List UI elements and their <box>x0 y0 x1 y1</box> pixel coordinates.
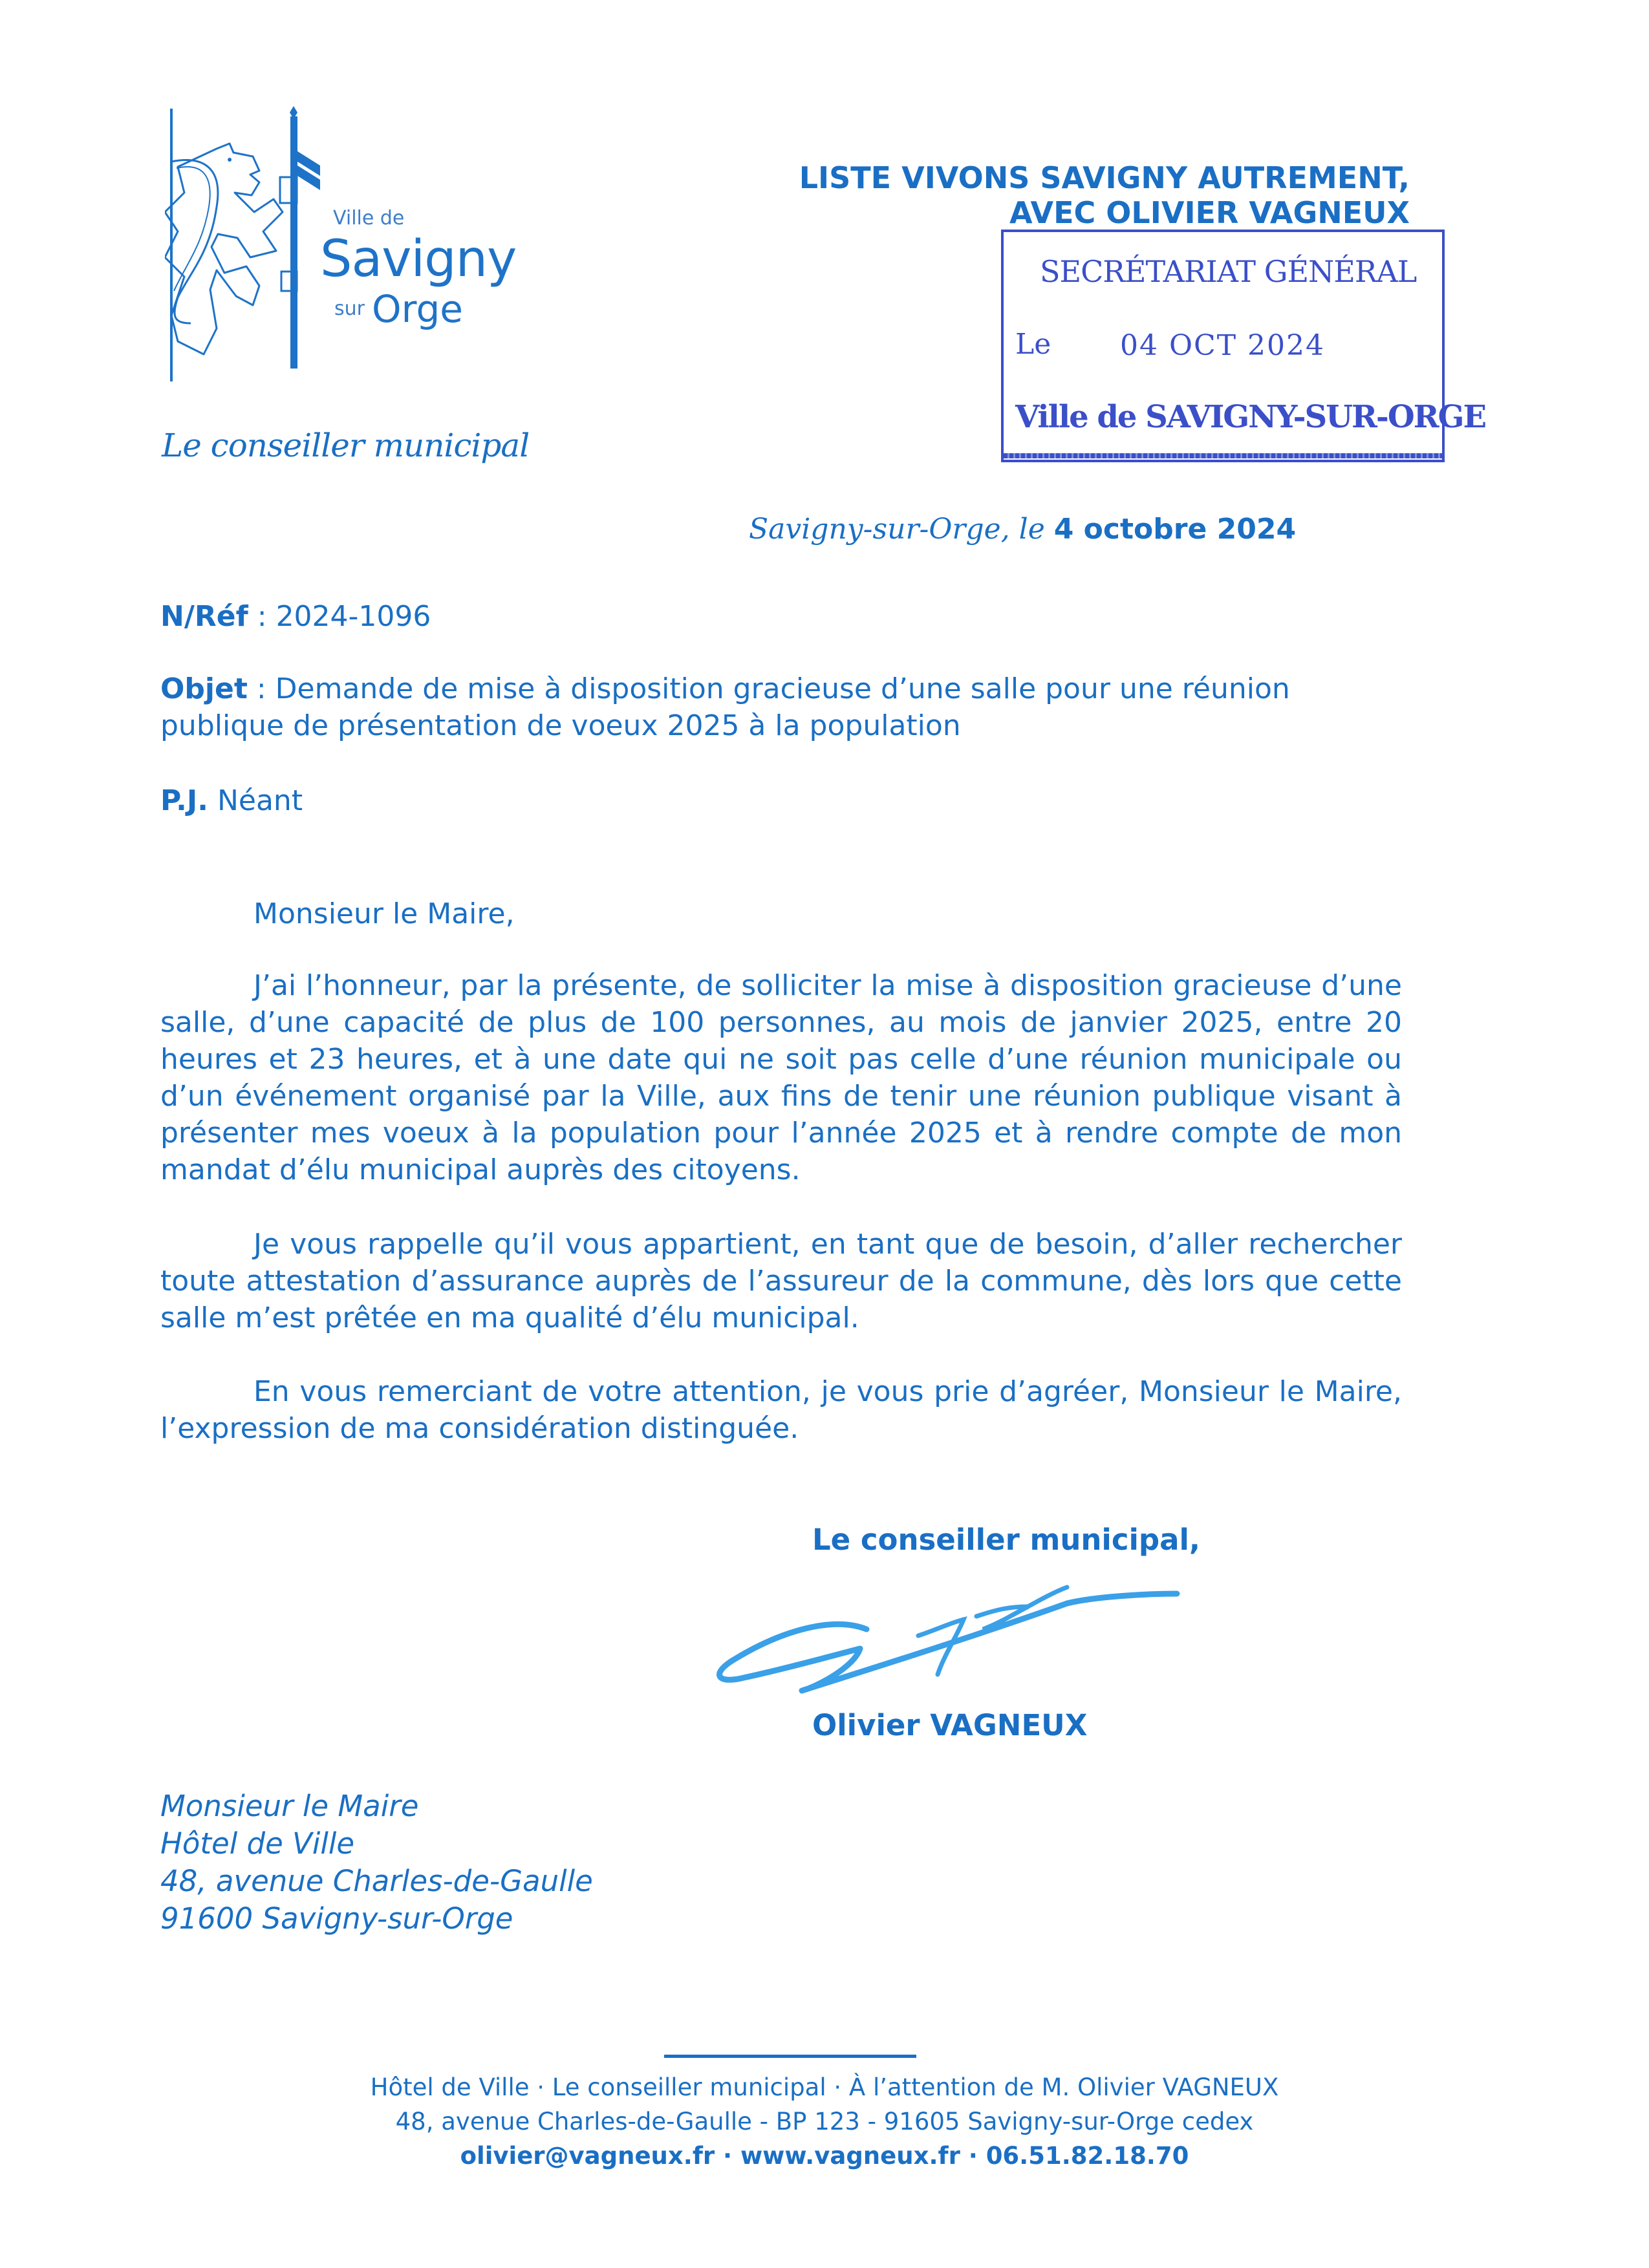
recipient-line: Hôtel de Ville <box>160 1826 355 1861</box>
attachments-line <box>160 782 303 819</box>
reference-separator: : <box>248 600 276 633</box>
footer-divider <box>664 2055 916 2058</box>
date-line <box>749 513 1296 546</box>
city-logo <box>165 103 517 388</box>
reference-value: 2024-1096 <box>275 600 431 633</box>
footer-email-link[interactable]: olivier@vagneux.fr <box>460 2142 715 2170</box>
received-stamp <box>1001 230 1486 462</box>
signatory-name: Olivier VAGNEUX <box>812 1708 1088 1742</box>
subject-label: Objet <box>160 672 248 705</box>
subject-value: Demande de mise à disposition gracieuse d’une salle pour une réunion publique de présentation de voeux 2025 à la population <box>160 672 1290 742</box>
recipient-line: 48, avenue Charles-de-Gaulle <box>160 1864 593 1898</box>
attachments-value: Néant <box>217 784 303 817</box>
footer-separator: · <box>715 2142 740 2170</box>
subject-separator: : <box>247 672 275 705</box>
date-value: 4 octobre 2024 <box>1053 513 1297 546</box>
paragraph-text: J’ai l’honneur, par la présente, de solliciter la mise à disposition gracieuse d’une salle, d’une capacité de plus de 100 personnes, au mois de janvier 2025, entre 20 heures et 23 heures, et à une date qui ne soit pas celle d’une réunion municipale ou d’un événement organisé par la Ville, aux fins de tenir une réunion publique visant à présenter mes voeux à la population pour l’année 2025 et à rendre compte de mon mandat d’élu municipal auprès des citoyens. <box>160 969 1402 1186</box>
paragraph-text: Je vous rappelle qu’il vous appartient, en tant que de besoin, d’aller rechercher toute attestation d’assurance auprès de l’assureur de la commune, dès lors que cette salle m’est prêtée en ma qualité d’élu municipal. <box>160 1228 1402 1334</box>
signature-role: Le conseiller municipal, <box>812 1523 1201 1557</box>
stamp-underline <box>1004 453 1442 458</box>
logo-ville-de: Ville de <box>333 207 405 230</box>
body-paragraph <box>160 967 1402 1188</box>
recipient-line: 91600 Savigny-sur-Orge <box>160 1901 513 1936</box>
list-name-line-1: LISTE VIVONS SAVIGNY AUTREMENT, <box>799 160 1410 195</box>
recipient-line: Monsieur le Maire <box>160 1789 419 1823</box>
body-paragraph <box>160 1226 1402 1336</box>
salutation: Monsieur le Maire, <box>253 897 515 930</box>
stamp-title: SECRÉTARIAT GÉNÉRAL <box>1040 254 1417 289</box>
handwritten-signature <box>705 1578 1196 1700</box>
attachments-label: P.J. <box>160 784 208 817</box>
logo-orge: Orge <box>372 287 463 331</box>
footer-contact <box>0 2142 1649 2170</box>
body-paragraph <box>160 1373 1402 1447</box>
date-place: Savigny-sur-Orge, le <box>749 513 1045 546</box>
lion-crest-icon <box>165 103 320 388</box>
logo-sur: sur <box>334 297 365 320</box>
list-name-line-2: AVEC OLIVIER VAGNEUX <box>1009 195 1410 230</box>
footer-line-1: Hôtel de Ville · Le conseiller municipal · À l’attention de M. Olivier VAGNEUX <box>370 2073 1279 2101</box>
footer-line-2: 48, avenue Charles-de-Gaulle - BP 123 - 91605 Savigny-sur-Orge cedex <box>395 2108 1254 2135</box>
sender-title: Le conseiller municipal <box>162 427 530 464</box>
footer-website-link[interactable]: www.vagneux.fr <box>740 2142 960 2170</box>
reference-label: N/Réf <box>160 600 248 633</box>
paragraph-text: En vous remerciant de votre attention, je vous prie d’agréer, Monsieur le Maire, l’expression de ma considération distinguée. <box>160 1375 1402 1445</box>
subject-line <box>160 670 1415 744</box>
logo-savigny: Savigny <box>320 230 517 288</box>
reference-line <box>160 598 431 635</box>
recipient-address <box>160 1788 593 1938</box>
footer-separator: · <box>960 2142 986 2170</box>
footer-phone: 06.51.82.18.70 <box>986 2142 1189 2170</box>
stamp-date: 04 OCT 2024 <box>1120 329 1326 362</box>
stamp-organization: Ville de SAVIGNY-SUR-ORGE <box>1015 399 1486 435</box>
stamp-le-label: Le <box>1015 328 1051 361</box>
